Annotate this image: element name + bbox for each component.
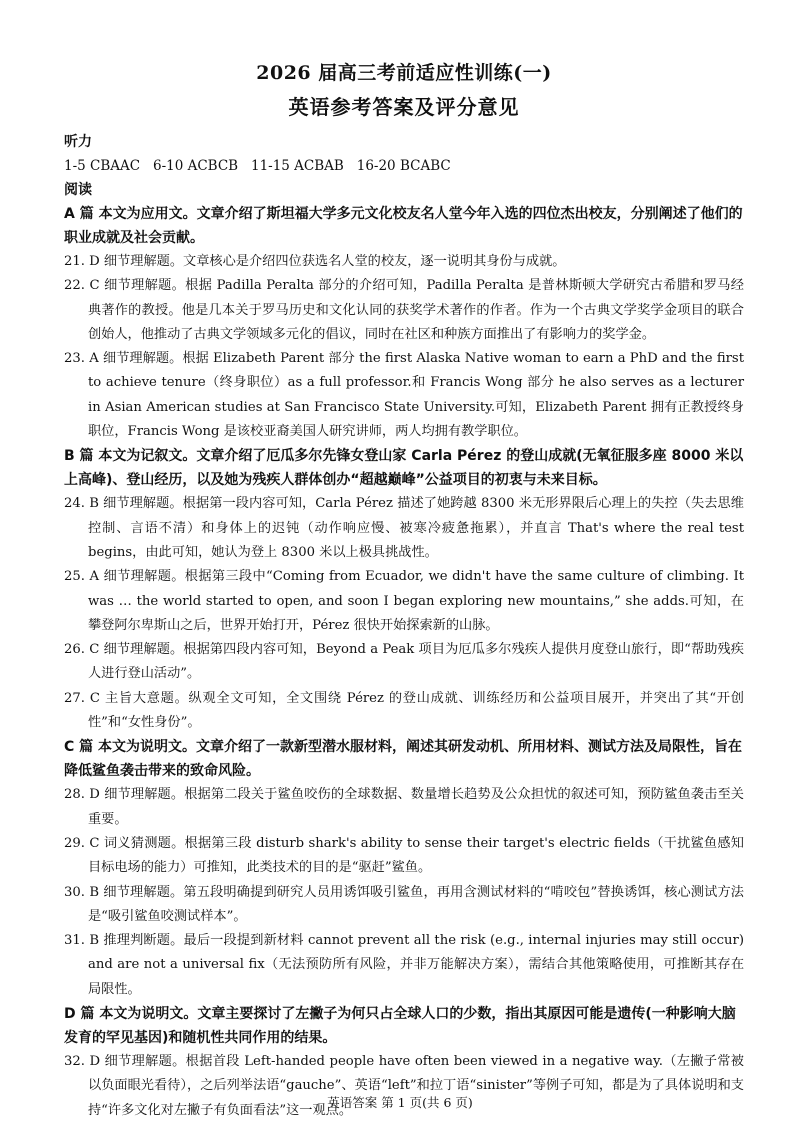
passage-c <box>64 735 744 1002</box>
answer-item: 31. B 推理判断题。最后一段提到新材料 cannot prevent all the risk (e.g., internal injuries may still occur) and are not a universal fix（无法预防所有风险，并非万能解决方案），需结合其他策略使用，可推断其存在局限性。 <box>64 933 744 997</box>
answer-item: 23. A 细节理解题。根据 Elizabeth Parent 部分 the first Alaska Native woman to earn a PhD and the first to achieve tenure（终身职位）as a full professor.和 Francis Wong 部分 he also serves as a lecturer in Asian American studies at San Francisco State University.可知，Elizabeth Parent 拥有正教授终身职位，Francis Wong 是该校亚裔美国人研究讲师，两人均拥有教学职位。 <box>64 351 744 440</box>
answer-item: 28. D 细节理解题。根据第二段关于鲨鱼咬伤的全球数据、数量增长趋势及公众担忧的叙述可知，预防鲨鱼袭击至关重要。 <box>64 787 744 827</box>
answer-item: 25. A 细节理解题。根据第三段中“Coming from Ecuador, we didn't have the same culture of climbing. It was … the world started to open, and soon I began exploring new mountains,” she adds.可知，在攀登阿尔卑斯山之后，世界开始打开，Pérez 很快开始探索新的山脉。 <box>64 569 744 633</box>
passage-intro: D 篇 本文为说明文。文章主要探讨了左撇子为何只占全球人口的少数，指出其原因可能是遗传(一种影响大脑发育的罕见基因)和随机性共同作用的结果。 <box>64 1006 736 1047</box>
passage-intro: C 篇 本文为说明文。文章介绍了一款新型潜水服材料，阐述其研发动机、所用材料、测试方法及局限性，旨在降低鲨鱼袭击带来的致命风险。 <box>64 739 743 780</box>
reading-label: 阅读 <box>64 182 92 198</box>
page-footer: 英语答案 第 1 页(共 6 页) <box>327 1095 473 1110</box>
answer-item: 27. C 主旨大意题。纵观全文可知，全文围绕 Pérez 的登山成就、训练经历和公益项目展开，并突出了其“开创性”和“女性身份”。 <box>64 690 744 731</box>
document-subtitle: 英语参考答案及评分意见 <box>288 95 520 119</box>
answer-item: 30. B 细节理解题。第五段明确提到研究人员用诱饵吸引鲨鱼，再用含测试材料的“啃咬包”替换诱饵，核心测试方法是“吸引鲨鱼咬测试样本”。 <box>64 884 744 924</box>
answer-item: 24. B 细节理解题。根据第一段内容可知，Carla Pérez 描述了她跨越 8300 米无形界限后心理上的失控（失去思维控制、言语不清）和身体上的迟钝（动作响应慢、被寒冷疲惫拖累），并直言 That's where the real test begins，由此可知，她认为登上 8300 米以上极具挑战性。 <box>64 496 744 560</box>
listening-answers: 1-5 CBAAC 6-10 ACBCB 11-15 ACBAB 16-20 BCABC <box>64 158 451 174</box>
answer-item: 29. C 词义猜测题。根据第三段 disturb shark's ability to sense their target's electric fields（干扰鲨鱼感知目标电场的能力）可推知，此类技术的目的是“驱赶”鲨鱼。 <box>64 835 744 876</box>
answer-item: 32. D 细节理解题。根据首段 Left-handed people have often been viewed in a negative way.（左撇子常被以负面眼光看待），之后列举法语“gauche”、英语“left”和拉丁语“sinister”等例子可知，都是为了具体说明和支持“许多文化对左撇子有负面看法”这一观点。 <box>64 1054 744 1118</box>
passage-b <box>64 444 744 735</box>
passage-a <box>64 202 744 444</box>
answer-item: 26. C 细节理解题。根据第四段内容可知，Beyond a Peak 项目为厄瓜多尔残疾人提供月度登山旅行，即“帮助残疾人进行登山活动”。 <box>64 642 744 682</box>
answer-item: 21. D 细节理解题。文章核心是介绍四位获选名人堂的校友，逐一说明其身份与成就。 <box>64 254 566 269</box>
listening-label: 听力 <box>64 134 92 150</box>
answer-item: 22. C 细节理解题。根据 Padilla Peralta 部分的介绍可知，Padilla Peralta 是普林斯顿大学研究古希腊和罗马经典著作的教授。他是几本关于罗马历史和文化认同的获奖学术著作的作者。作为一个古典文学奖学金项目的联合创始人，他推动了古典文学领域多元化的倡议，同时在社区和种族方面推出了有影响力的奖学金。 <box>64 278 744 342</box>
passage-intro: A 篇 本文为应用文。文章介绍了斯坦福大学多元文化校友名人堂今年入选的四位杰出校友，分别阐述了他们的职业成就及社会贡献。 <box>64 206 743 246</box>
exam-title: 2026 届高三考前适应性训练(一) <box>256 62 552 84</box>
passage-intro: B 篇 本文为记叙文。文章介绍了厄瓜多尔先锋女登山家 Carla Pérez 的登山成就(无氧征服多座 8000 米以上高峰)、登山经历，以及她为残疾人群体创办“超越巅峰”公益项目的初衷与未来目标。 <box>64 448 744 489</box>
